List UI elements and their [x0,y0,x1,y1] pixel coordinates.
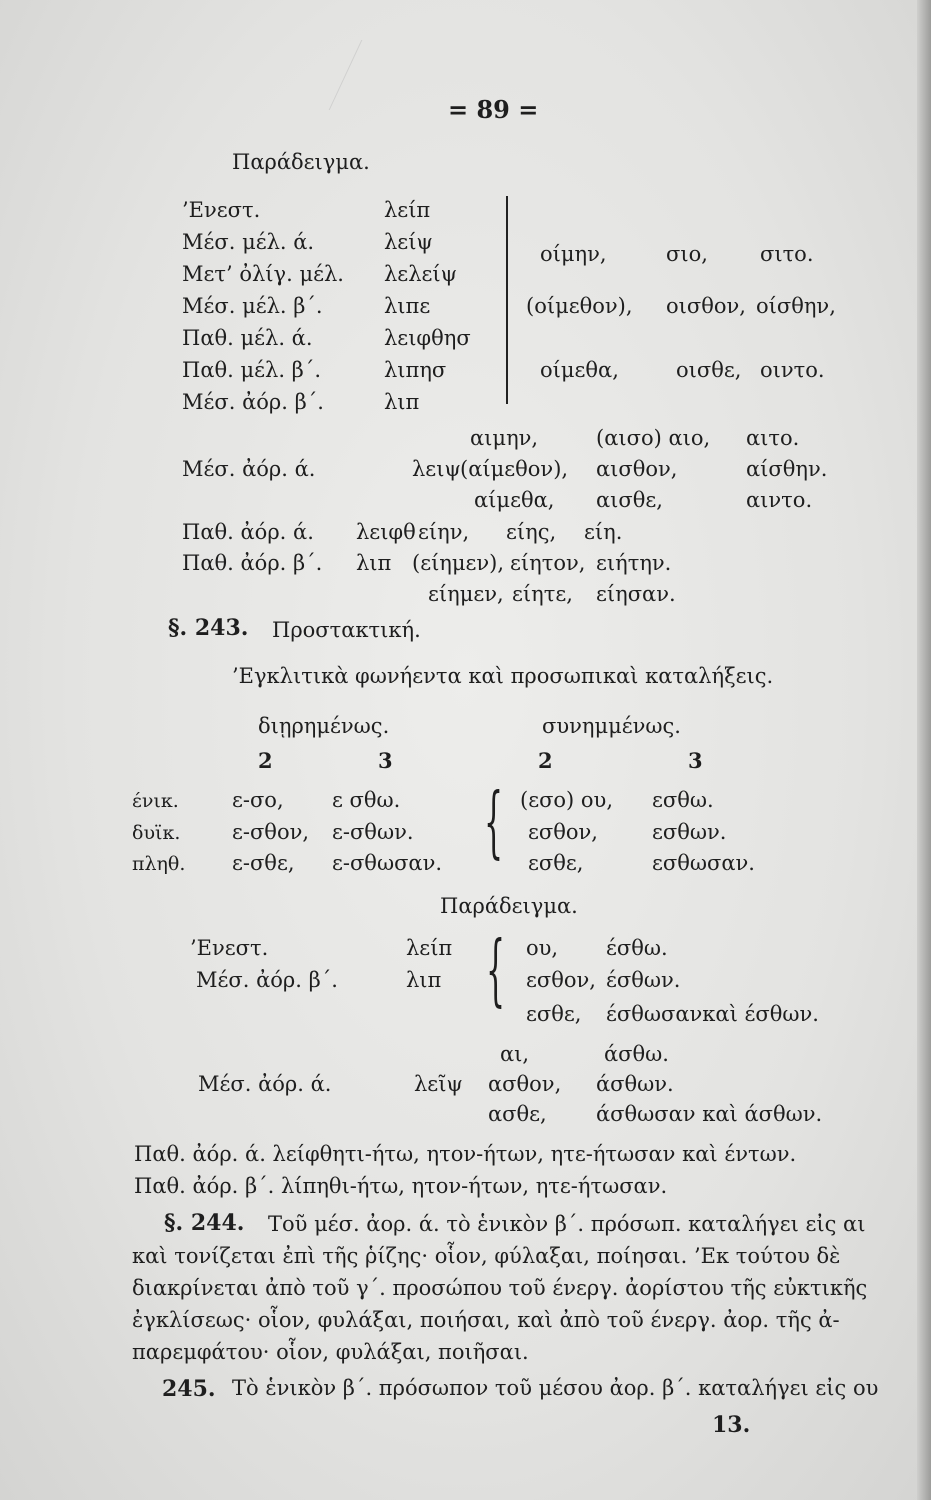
row-pl-c2: ε-σθωσαν. [332,851,443,875]
ex2-end-0-1: έσθω. [606,936,668,960]
ex1-label-5: Παθ. μέλ. β΄. [182,358,321,382]
ex1-label-1: Μέσ. μέλ. ά. [182,230,315,254]
aor-a-label: Μέσ. ἀόρ. ά. [182,457,316,481]
row-pl-c1: ε-σθε, [232,851,295,875]
s244-line-3: ἐγκλίσεως· οἷον, φυλάξαι, ποιήσαι, καὶ ἀπὸ τοῦ ένεργ. ἀορ. τῆς ἀ- [132,1308,840,1332]
section-243-subtitle: ’Εγκλιτικὰ φωνήεντα καὶ προσωπικαὶ καταλήξεις. [232,664,774,688]
pass-a-label: Παθ. ἀόρ. ά. [182,520,314,544]
pass-b-r2-0: είημεν, [428,582,504,606]
ex1-stem-0: λείπ [384,198,431,222]
pass-b-r2-1: είητε, [512,582,573,606]
ex2-aor-stem: λεῖψ [414,1072,463,1096]
ex2-aor-0-1: άσθω. [604,1042,669,1066]
section-243-title: Προστακτική. [272,618,421,642]
aor-a-2-1: αισθε, [596,488,663,512]
ex2-label-1: Μέσ. ἀόρ. β΄. [196,968,338,992]
aor-a-0-2: αιτο. [746,426,800,450]
aor-a-2-0: αίμεθα, [474,488,555,512]
pass-a-0: είην, [418,520,470,544]
row-du-c4: εσθων. [652,820,727,844]
ex1-end-0-1: σιο, [666,242,708,266]
ex1-stem-3: λιπε [384,294,431,318]
pencil-mark [329,40,423,110]
ex1-end-2-1: οισθε, [676,358,742,382]
pass-b-r1-0: (είημεν), [412,551,505,575]
ex1-label-2: Μετ’ ὀλίγ. μέλ. [182,262,344,286]
ex1-end-0-0: οίμην, [540,242,607,266]
pass-line-b: Παθ. ἀόρ. β΄. λίπηθι-ήτω, ητον-ήτων, ητε-ήτωσαν. [134,1174,668,1198]
aor-a-2-2: αιντο. [746,488,813,512]
s245-text: Τὸ ἑνικὸν β΄. πρόσωπον τοῦ μέσου ἀορ. β΄. καταλήγει εἰς ου [232,1376,879,1400]
ex1-stem-2: λελείψ [384,262,458,286]
ex1-end-1-0: (οίμεθον), [526,294,633,318]
row-pl-c4: εσθωσαν. [652,851,755,875]
ex2-end-1-0: εσθον, [526,968,596,992]
aor-a-0-0: αιμην, [470,426,539,450]
ex2-aor-2-1: άσθωσαν καὶ άσθων. [596,1102,823,1126]
ex1-end-2-0: οίμεθα, [540,358,619,382]
brace-2: { [486,926,506,1018]
ex2-aor-2-0: ασθε, [488,1102,547,1126]
col-num-2: 2 [538,748,553,773]
pass-a-2: είη. [584,520,623,544]
page-edge-shadow [917,0,931,1500]
ex2-aor-1-0: ασθον, [488,1072,562,1096]
pass-a-1: είης, [506,520,557,544]
page-number: = 89 = [448,95,539,124]
example2-title: Παράδειγμα. [440,894,578,918]
pass-a-stem: λειφθ [356,520,416,544]
ex1-label-6: Μέσ. ἀόρ. β΄. [182,390,324,414]
col-left-header: διῃρημένως. [258,714,390,738]
col-num-0: 2 [258,748,273,773]
aor-a-1-0: (αίμεθον), [460,457,569,481]
col-num-3: 3 [688,748,703,773]
s244-line-2: διακρίνεται ἀπὸ τοῦ γ΄. προσώπου τοῦ ένεργ. ἀορίστου τῆς εὐκτικῆς [132,1276,868,1300]
pass-line-a: Παθ. ἀόρ. ά. λείφθητι-ήτω, ητον-ήτων, ητε-ήτωσαν καὶ έντων. [134,1142,797,1166]
aor-a-stem: λειψ [412,457,461,481]
ex2-end-1-1: έσθων. [606,968,681,992]
col-right-header: συνημμένως. [542,714,681,738]
ex2-stem-0: λείπ [406,936,453,960]
ex2-label-0: ’Ενεστ. [190,936,269,960]
row-label-du: δυϊκ. [132,822,181,844]
row-label-pl: πληθ. [132,853,186,875]
row-sg-c4: εσθω. [652,788,714,812]
ex2-aor-1-1: άσθων. [596,1072,674,1096]
row-du-c1: ε-σθον, [232,820,310,844]
section-243-number: §. 243. [168,615,249,641]
pass-b-stem: λιπ [356,551,392,575]
s244-line-1: καὶ τονίζεται ἐπὶ τῆς ῥίζης· οἷον, φύλαξαι, ποίησαι. ’Εκ τούτου δὲ [132,1244,841,1268]
brace-1: { [484,778,504,870]
aor-a-1-2: αίσθην. [746,457,828,481]
ex1-label-4: Παθ. μέλ. ά. [182,326,313,350]
row-sg-c1: ε-σο, [232,788,284,812]
ex2-end-2-1: έσθωσανκαὶ έσθων. [606,1002,819,1026]
row-label-sg: ένικ. [132,790,179,812]
ex1-end-0-2: σιτο. [760,242,814,266]
ex2-stem-1: λιπ [406,968,442,992]
row-pl-c3: εσθε, [528,851,584,875]
ex2-aor-0-0: αι, [500,1042,530,1066]
ex1-stem-5: λιπησ [384,358,447,382]
ex2-end-0-0: ου, [526,936,559,960]
ex1-end-1-2: οίσθην, [756,294,836,318]
row-sg-c3: (εσο) ου, [520,788,614,812]
aor-a-1-1: αισθον, [596,457,678,481]
row-sg-c2: ε σθω. [332,788,401,812]
pass-b-label: Παθ. ἀόρ. β΄. [182,551,323,575]
ex1-divider [506,196,508,404]
ex2-end-2-0: εσθε, [526,1002,582,1026]
col-num-1: 3 [378,748,393,773]
ex1-stem-4: λειφθησ [384,326,471,350]
pass-b-r2-2: είησαν. [596,582,676,606]
section-245-number: 245. [162,1376,216,1402]
s244-line-0: Τοῦ μέσ. ἀορ. ά. τὸ ἑνικὸν β΄. πρόσωπ. καταλήγει εἰς αι [268,1212,866,1236]
ex1-label-0: ’Ενεστ. [182,198,261,222]
ex1-end-1-1: οισθον, [666,294,746,318]
s244-line-4: παρεμφάτου· οἷον, φυλάξαι, ποιῆσαι. [132,1340,529,1364]
pass-b-r1-1: είητον, [510,551,586,575]
row-du-c3: εσθον, [528,820,598,844]
row-du-c2: ε-σθων. [332,820,414,844]
ex1-stem-1: λείψ [384,230,433,254]
ex1-stem-6: λιπ [384,390,420,414]
section-244-number: §. 244. [164,1210,245,1236]
aor-a-0-1: (αισο) αιο, [596,426,711,450]
pass-b-r1-2: ειήτην. [596,551,672,575]
signature-mark: 13. [712,1412,751,1438]
ex2-aor-label: Μέσ. ἀόρ. ά. [198,1072,332,1096]
ex1-end-2-2: οιντο. [760,358,825,382]
example1-title: Παράδειγμα. [232,150,370,174]
ex1-label-3: Μέσ. μέλ. β΄. [182,294,323,318]
